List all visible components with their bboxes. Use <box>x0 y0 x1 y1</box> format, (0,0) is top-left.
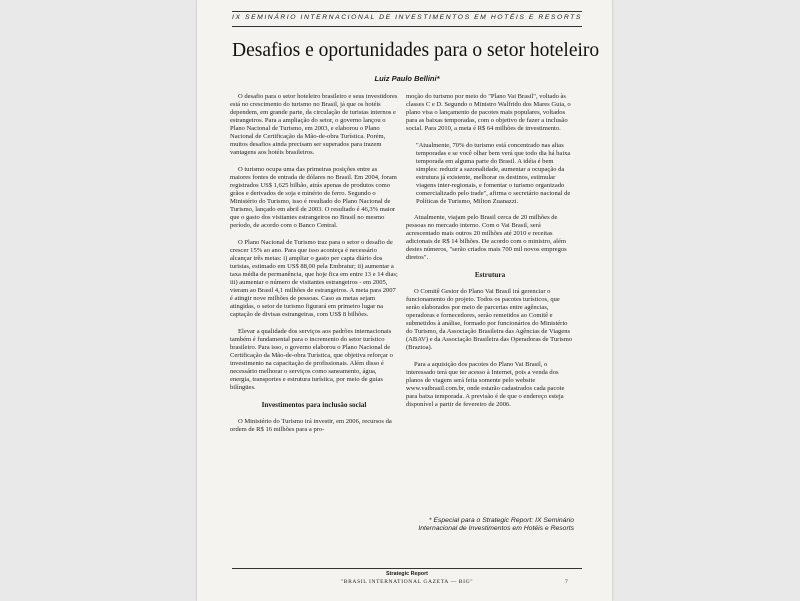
paragraph: O turismo ocupa uma das primeiras posições entre as maiores fontes de entrada de dólares no Brasil. Em 2004, foram registrados US$ 1,625 bilhão, atrás apenas de produtos como grãos e derivados de soja e minério de ferro. Segundo o Ministério do Turismo, isso é resultado do Plano Nacional de Turismo, lançado em abril de 2003. O resultado é 46,3% maior que o gasto dos visitantes estrangeiros no Brasil no mesmo período, de acordo com o Banco Central. <box>230 165 397 230</box>
paragraph: O Ministério do Turismo irá investir, em 2006, recursos da ordem de R$ 16 milhões para a pro- <box>230 417 392 433</box>
header-rule-top <box>232 11 582 12</box>
quote-text: "Atualmente, 70% do turismo está concentrado nas altas temporadas e se você olhar bem verá que todo dia há baixa temporada em alguma parte do Brasil. A idéia é bem simples: reduzir a sazonalidade, aumentar a ocupação da estrutura já existente, melhorar os destinos, estimular viagens inter-regionais, e fomentar o turismo organizado comercializado pelo trade", afirma o secretário nacional de Políticas de Turismo, Milton Zuanazzi. <box>416 141 571 206</box>
right-column <box>406 93 574 418</box>
paragraph: O desafio para o setor hoteleiro brasileiro e seus investidores está no crescimento do turismo no Brasil, já que os hotéis dependem, em grande parte, da circulação de turistas internos e estrangeiros. Para a ampliação do setor, o governo lançou o Plano Nacional de Turismo, em 2003, e elaborou o Plano Nacional de Certificação da Mão-de-obra Turística. Porém, muitos desafios ainda precisam ser superados para trazem vantagens aos hotéis brasileiros. <box>230 93 398 157</box>
section-heading: Investimentos para inclusão social <box>261 400 367 409</box>
page-number: 7 <box>565 579 568 585</box>
section-heading: Estrutura <box>474 270 506 279</box>
paragraph: Atualmente, viajam pelo Brasil cerca de 20 milhões de pessoas no mercado interno. Com o Vai Brasil, será acrescentado mais outros 20 milhões até 2010 e receitas adicionais de R$ 14 bilhões. De acordo com o ministro, além destes números, "serão criados mais 700 mil novos empregos diretos". <box>406 214 567 262</box>
footer-report-label: Strategic Report <box>386 571 428 577</box>
footer-publication: "BRASIL INTERNATIONAL GAZETA — BIG" <box>340 579 474 585</box>
author-footnote: * Especial para o Strategic Report: IX Seminário Internacional de Investimentos em Hotéis e Resorts <box>418 517 574 533</box>
header-rule-bottom <box>232 26 582 27</box>
paragraph: moção do turismo por meio do "Plano Vai Brasil", voltado às classes C e D. Segundo o Ministro Walfrido dos Mares Guia, o plano visa o lançamento de pacotes mais populares, voltados para as baixas temporadas, com o objetivo de fazer a inclusão social. Para 2010, a meta é R$ 64 milhões de investimento. <box>406 93 571 133</box>
article-author: Luiz Paulo Bellini* <box>374 74 440 83</box>
paragraph: Elevar a qualidade dos serviços aos padrões internacionais também é fundamental para o incremento do setor turístico brasileiro. Para isso, o governo elaborou o Plano Nacional de Certificação da Mão-de-obra Turística, que objetiva reforçar o investimento na capacitação de profissionais. Além disso é necessário melhorar o serviços como saneamento, água, energia, transportes e estrutura turística, por meio de guias bilíngües. <box>230 327 393 392</box>
paragraph: O Plano Nacional de Turismo traz para o setor o desafio de crescer 15% ao ano. Para que isso aconteça é necessário alcançar três metas: i) ampliar o gasto per capta diário dos turistas, estimado em US$ 88,00 pela Embratur; ii) aumentar a taxa média de permanência, que hoje fica em entre 13 e 14 dias; iii) aumentar o número de visitantes estrangeiros - em 2005, vieram ao Brasil 4,1 milhões de estrangeiros. A meta para 2007 é atingir nove milhões de pessoas. Caso as metas sejam atingidas, o setor de turismo figurará em primeiro lugar na captação de divisas estrangeiras, com US$ 8 bilhões. <box>230 238 398 319</box>
footer-rule <box>232 568 582 569</box>
paragraph: O Comitê Gestor do Plano Vai Brasil irá gerenciar o funcionamento do projeto. Todos os pacotes turísticos, que serão elaborados por meio de parcerias entre agências, operadoras e fornecedores, serão remetidos ao Comitê e submetidos à análise, formado por funcionários do Ministério do Turismo, da Associação Brasileira das Agências de Viagens (ABAV) e da Associação Brasileira das Operadoras de Turismo (Braztoa). <box>406 287 573 352</box>
left-column <box>230 93 398 442</box>
pull-quote <box>406 142 574 206</box>
article-title: Desafios e oportunidades para o setor hoteleiro <box>232 40 600 61</box>
paragraph: Para a aquisição dos pacotes do Plano Vai Brasil, o interessado terá que ter acesso à Internet, pois a venda dos planos de viagem será feita somente pelo website www.vaibrasil.com.br, onde estarão cadastrados cada pacote para baixa temporada. A previsão é de que o endereço esteja disponível a partir de fevereiro de 2006. <box>406 360 565 409</box>
series-header: IX SEMINÁRIO INTERNACIONAL DE INVESTIMENTOS EM HOTÉIS E RESORTS <box>232 14 582 21</box>
